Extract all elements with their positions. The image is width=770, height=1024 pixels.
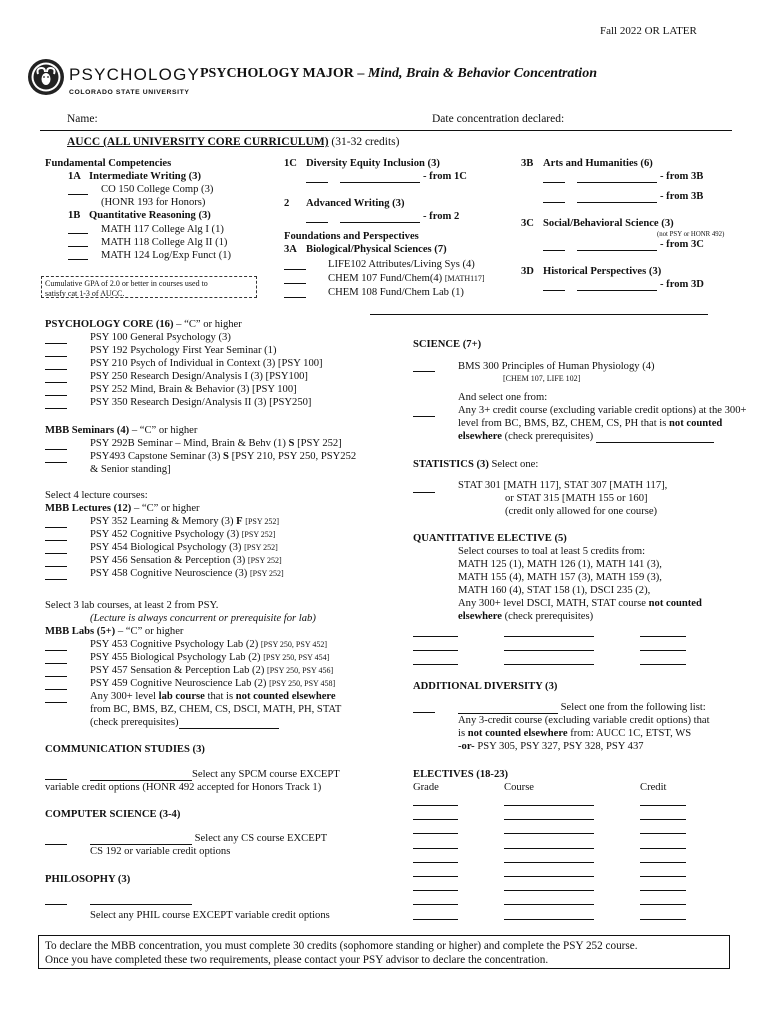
grade-blank[interactable]	[413, 371, 435, 372]
course-blank[interactable]	[504, 636, 594, 637]
credit-blank[interactable]	[640, 819, 686, 820]
seminar-psy493: PSY493 Capstone Seminar (3) S [PSY 210, PSY 250, PSY252	[90, 451, 357, 462]
course-blank[interactable]	[90, 770, 192, 781]
science-any-300: Any 3+ credit course (excluding variable credit options) at the 300+	[458, 405, 747, 416]
from-1c-label: - from 1C	[423, 171, 467, 182]
grade-blank[interactable]	[413, 492, 435, 493]
credit-blank[interactable]	[640, 919, 686, 920]
quant-any-300-prereq: elsewhere (check prerequisites)	[458, 611, 594, 622]
course-honr193: (HONR 193 for Honors)	[101, 197, 206, 208]
grade-blank[interactable]	[45, 395, 67, 396]
seminar-psy292b: PSY 292B Seminar – Mind, Brain & Behv (1) S [PSY 252]	[90, 438, 342, 449]
course-blank[interactable]	[90, 834, 192, 845]
grade-blank[interactable]	[413, 833, 458, 834]
grade-blank[interactable]	[306, 182, 328, 183]
from-3d-label: - from 3D	[660, 279, 704, 290]
core-course: PSY 250 Research Design/Analysis I (3) [PSY100]	[90, 371, 308, 382]
grade-blank[interactable]	[45, 844, 67, 845]
electives-grade-header: Grade	[413, 782, 439, 793]
from-3c-label: - from 3C	[660, 239, 704, 250]
mbb-labs-heading: MBB Labs (5+) – “C” or higher	[45, 626, 184, 637]
additional-diversity-heading: ADDITIONAL DIVERSITY (3)	[413, 681, 558, 692]
grade-blank[interactable]	[543, 182, 565, 183]
credit-blank[interactable]	[640, 876, 686, 877]
grade-blank[interactable]	[45, 449, 67, 450]
quant-list-3: MATH 160 (4), STAT 158 (1), DSCI 235 (2),	[458, 585, 651, 596]
philosophy-heading: PHILOSOPHY (3)	[45, 874, 131, 885]
core-course: PSY 192 Psychology First Year Seminar (1)	[90, 345, 277, 356]
seminar-psy493-note: & Senior standing]	[90, 464, 171, 475]
cat-1c-number: 1C	[284, 158, 297, 169]
bms300-prereq: [CHEM 107, LIFE 102]	[503, 374, 581, 383]
gpa-note-box	[41, 276, 257, 298]
header-divider	[40, 130, 732, 131]
cat-1c-label: Diversity Equity Inclusion (3)	[306, 158, 440, 169]
cat-3b-number: 3B	[521, 158, 534, 169]
grade-blank[interactable]	[68, 233, 88, 234]
grade-blank[interactable]	[413, 664, 458, 665]
quant-list-1: MATH 125 (1), MATH 126 (1), MATH 141 (3),	[458, 559, 662, 570]
stat-options: STAT 301 [MATH 117], STAT 307 [MATH 117],	[458, 480, 668, 491]
course-blank[interactable]	[504, 862, 594, 863]
grade-blank[interactable]	[68, 246, 88, 247]
mbb-seminars-heading: MBB Seminars (4) – “C” or higher	[45, 425, 198, 436]
course-blank[interactable]	[458, 703, 558, 714]
lab-any-300-prereq: (check prerequisites)	[90, 716, 279, 729]
quantitative-elective-heading: QUANTITATIVE ELECTIVE (5)	[413, 533, 567, 544]
name-label: Name:	[67, 113, 98, 125]
declaration-note-line2: Once you have completed these two requirements, please contact your PSY advisor to declare the concentration.	[45, 954, 549, 966]
course-blank[interactable]	[504, 890, 594, 891]
course-blank[interactable]	[504, 819, 594, 820]
grade-blank[interactable]	[45, 663, 67, 664]
grade-blank[interactable]	[45, 343, 67, 344]
cat-3d-number: 3D	[521, 266, 534, 277]
fundamental-heading: Fundamental Competencies	[45, 158, 172, 169]
diversity-select: Select one from the following list:	[458, 701, 706, 714]
grade-blank[interactable]	[45, 540, 67, 541]
quant-select: Select courses to toal at least 5 credits from:	[458, 546, 646, 557]
course-math118: MATH 118 College Alg II (1)	[101, 237, 228, 248]
grade-blank[interactable]	[45, 689, 67, 690]
computer-science-heading: COMPUTER SCIENCE (3-4)	[45, 809, 181, 820]
lab-concurrent-note: (Lecture is always concurrent or prerequisite for lab)	[90, 613, 316, 624]
cat-1a-label: Intermediate Writing (3)	[89, 171, 201, 182]
comm-studies-heading: COMMUNICATION STUDIES (3)	[45, 744, 205, 755]
electives-credit-header: Credit	[640, 782, 667, 793]
course-blank[interactable]	[504, 876, 594, 877]
grade-blank[interactable]	[45, 566, 67, 567]
grade-blank[interactable]	[543, 290, 565, 291]
diversity-any-course: Any 3-credit course (excluding variable credit options) that	[458, 715, 710, 726]
cs-select: Select any CS course EXCEPT	[90, 832, 327, 845]
lab-psy457: PSY 457 Sensation & Perception Lab (2) [PSY 250, PSY 456]	[90, 665, 334, 676]
csu-ram-logo	[27, 58, 65, 101]
psych-core-heading: PSYCHOLOGY CORE (16) – “C” or higher	[45, 319, 242, 330]
science-heading: SCIENCE (7+)	[413, 339, 482, 350]
course-blank[interactable]	[504, 805, 594, 806]
grade-blank[interactable]	[45, 462, 67, 463]
ram-seal-icon	[27, 58, 65, 96]
grade-blank[interactable]	[413, 416, 435, 417]
cs-note: CS 192 or variable credit options	[90, 846, 231, 857]
grade-blank[interactable]	[413, 876, 458, 877]
course-blank[interactable]	[179, 718, 279, 729]
cat-1b-number: 1B	[68, 210, 81, 221]
grade-blank[interactable]	[284, 297, 306, 298]
cat-1a-number: 1A	[68, 171, 81, 182]
lab-psy453: PSY 453 Cognitive Psychology Lab (2) [PSY 250, PSY 452]	[90, 639, 327, 650]
grade-blank[interactable]	[45, 382, 67, 383]
lecture-psy458: PSY 458 Cognitive Neuroscience (3) [PSY 252]	[90, 568, 284, 579]
course-blank[interactable]	[577, 250, 657, 251]
grade-blank[interactable]	[413, 636, 458, 637]
lab-any-300: Any 300+ level lab course that is not counted elsewhere	[90, 691, 336, 702]
course-blank[interactable]	[340, 182, 420, 183]
grade-blank[interactable]	[413, 712, 435, 713]
grade-blank[interactable]	[45, 579, 67, 580]
core-course: PSY 100 General Psychology (3)	[90, 332, 231, 343]
cat-3d-label: Historical Perspectives (3)	[543, 266, 662, 277]
credit-blank[interactable]	[640, 664, 686, 665]
credit-blank[interactable]	[640, 805, 686, 806]
mbb-lectures-heading: MBB Lectures (12) – “C” or higher	[45, 503, 200, 514]
cat-3c-label: Social/Behavioral Science (3)	[543, 218, 674, 229]
lecture-select-note: Select 4 lecture courses:	[45, 490, 148, 501]
credit-blank[interactable]	[640, 833, 686, 834]
course-blank[interactable]	[90, 904, 192, 905]
grade-blank[interactable]	[45, 676, 67, 677]
logo-wordmark: PSYCHOLOGY	[69, 65, 201, 84]
grade-blank[interactable]	[45, 702, 67, 703]
diversity-psy-options: -or- PSY 305, PSY 327, PSY 328, PSY 437	[458, 741, 644, 752]
aucc-heading: AUCC (ALL UNIVERSITY CORE CURRICULUM) (31-32 credits)	[67, 136, 400, 148]
science-any-300-prereq: elsewhere (check prerequisites)	[458, 430, 714, 443]
grade-blank[interactable]	[284, 283, 306, 284]
lab-psy455: PSY 455 Biological Psychology Lab (2) [PSY 250, PSY 454]	[90, 652, 330, 663]
science-select-one: And select one from:	[458, 392, 548, 403]
right-column	[413, 338, 763, 923]
electives-heading: ELECTIVES (18-23)	[413, 769, 509, 780]
cat-1b-label: Quantitative Reasoning (3)	[89, 210, 211, 221]
core-course: PSY 350 Research Design/Analysis II (3) [PSY250]	[90, 397, 312, 408]
foundations-heading: Foundations and Perspectives	[284, 231, 419, 242]
aucc-column-2	[284, 157, 514, 307]
diversity-from: is not counted elsewhere from: AUCC 1C, ETST, WS	[458, 728, 692, 739]
course-math124: MATH 124 Log/Exp Funct (1)	[101, 250, 232, 261]
from-2-label: - from 2	[423, 211, 460, 222]
grade-blank[interactable]	[413, 650, 458, 651]
credit-blank[interactable]	[640, 650, 686, 651]
course-blank[interactable]	[504, 833, 594, 834]
grade-blank[interactable]	[45, 527, 67, 528]
grade-blank[interactable]	[413, 819, 458, 820]
logo-university: COLORADO STATE UNIVERSITY	[69, 89, 190, 96]
grade-blank[interactable]	[68, 194, 88, 195]
lecture-psy452: PSY 452 Cognitive Psychology (3) [PSY 252]	[90, 529, 276, 540]
grade-blank[interactable]	[413, 904, 458, 905]
course-blank[interactable]	[504, 848, 594, 849]
grade-blank[interactable]	[543, 202, 565, 203]
grade-blank[interactable]	[45, 356, 67, 357]
grade-blank[interactable]	[45, 408, 67, 409]
date-declared-label: Date concentration declared:	[432, 113, 565, 125]
grade-blank[interactable]	[45, 650, 67, 651]
declaration-note-line1: To declare the MBB concentration, you must complete 30 credits (sophomore standing or higher) and complete the PSY 252 course.	[45, 940, 638, 952]
cat-2-number: 2	[284, 198, 290, 209]
statistics-heading: STATISTICS (3) Select one:	[413, 459, 539, 470]
course-bms300: BMS 300 Principles of Human Physiology (4)	[458, 361, 655, 372]
course-co150: CO 150 College Comp (3)	[101, 184, 214, 195]
cat-3a-label: Biological/Physical Sciences (7)	[306, 244, 447, 255]
grade-blank[interactable]	[413, 862, 458, 863]
cat-2-label: Advanced Writing (3)	[306, 198, 405, 209]
grade-blank[interactable]	[306, 222, 328, 223]
core-course: PSY 210 Psych of Individual in Context (3) [PSY 100]	[90, 358, 323, 369]
gpa-note-line1: Cumulative GPA of 2.0 or better in courses used to	[45, 279, 208, 288]
credit-blank[interactable]	[640, 862, 686, 863]
grade-blank[interactable]	[413, 848, 458, 849]
cat-3b-label: Arts and Humanities (6)	[543, 158, 653, 169]
grade-blank[interactable]	[543, 250, 565, 251]
credit-blank[interactable]	[640, 636, 686, 637]
electives-course-header: Course	[504, 782, 535, 793]
lab-any-300-depts: from BC, BMS, BZ, CHEM, CS, DSCI, MATH, PH, STAT	[90, 704, 342, 715]
cat-3a-number: 3A	[284, 244, 297, 255]
gpa-note-line2: satisfy cat 1-3 of AUCC.	[45, 289, 125, 298]
edition-label: Fall 2022 OR LATER	[600, 25, 697, 37]
course-blank[interactable]	[577, 182, 657, 183]
grade-blank[interactable]	[45, 904, 67, 905]
from-3b-label: - from 3B	[660, 171, 704, 182]
page-title: PSYCHOLOGY MAJOR – Mind, Brain & Behavior Concentration	[200, 66, 597, 81]
course-blank[interactable]	[577, 290, 657, 291]
grade-blank[interactable]	[413, 805, 458, 806]
course-life102: LIFE102 Attributes/Living Sys (4)	[328, 259, 475, 270]
science-any-300-depts: level from BC, BMS, BZ, CHEM, CS, PH that is not counted	[458, 418, 723, 429]
course-blank[interactable]	[504, 904, 594, 905]
course-blank[interactable]	[504, 650, 594, 651]
stat-options-2: or STAT 315 [MATH 155 or 160]	[505, 493, 648, 504]
lab-select-note: Select 3 lab courses, at least 2 from PSY.	[45, 600, 219, 611]
grade-blank[interactable]	[413, 890, 458, 891]
left-column	[45, 318, 370, 923]
grade-blank[interactable]	[68, 259, 88, 260]
credit-blank[interactable]	[640, 890, 686, 891]
course-blank[interactable]	[340, 222, 420, 223]
philosophy-select: Select any PHIL course EXCEPT variable credit options	[90, 910, 330, 921]
section-divider	[370, 314, 708, 315]
course-blank[interactable]	[577, 202, 657, 203]
course-math117: MATH 117 College Alg I (1)	[101, 224, 224, 235]
lecture-psy454: PSY 454 Biological Psychology (3) [PSY 252]	[90, 542, 278, 553]
comm-studies-note: variable credit options (HONR 492 accepted for Honors Track 1)	[45, 782, 322, 793]
quant-any-300: Any 300+ level DSCI, MATH, STAT course not counted	[458, 598, 702, 609]
stat-note: (credit only allowed for one course)	[505, 506, 658, 517]
declaration-note-box	[38, 935, 730, 969]
grade-blank[interactable]	[45, 779, 67, 780]
comm-studies-select: Select any SPCM course EXCEPT	[90, 768, 340, 781]
quant-list-2: MATH 155 (4), MATH 157 (3), MATH 159 (3),	[458, 572, 662, 583]
aucc-column-3	[521, 157, 746, 307]
core-course: PSY 252 Mind, Brain & Behavior (3) [PSY 100]	[90, 384, 297, 395]
grade-blank[interactable]	[45, 553, 67, 554]
grade-blank[interactable]	[413, 919, 458, 920]
lecture-psy456: PSY 456 Sensation & Perception (3) [PSY 252]	[90, 555, 282, 566]
from-3b-label-2: - from 3B	[660, 191, 704, 202]
cat-3c-note: (not PSY or HONR 492)	[657, 231, 725, 238]
grade-blank[interactable]	[45, 369, 67, 370]
credit-blank[interactable]	[640, 848, 686, 849]
course-blank[interactable]	[596, 432, 714, 443]
course-blank[interactable]	[504, 919, 594, 920]
lab-psy459: PSY 459 Cognitive Neuroscience Lab (2) [PSY 250, PSY 458]	[90, 678, 336, 689]
course-chem107: CHEM 107 Fund/Chem(4) [MATH117]	[328, 273, 485, 284]
lecture-psy352: PSY 352 Learning & Memory (3) F [PSY 252]	[90, 516, 280, 527]
grade-blank[interactable]	[284, 269, 306, 270]
cat-3c-number: 3C	[521, 218, 534, 229]
credit-blank[interactable]	[640, 904, 686, 905]
course-blank[interactable]	[504, 664, 594, 665]
course-chem108: CHEM 108 Fund/Chem Lab (1)	[328, 287, 464, 298]
